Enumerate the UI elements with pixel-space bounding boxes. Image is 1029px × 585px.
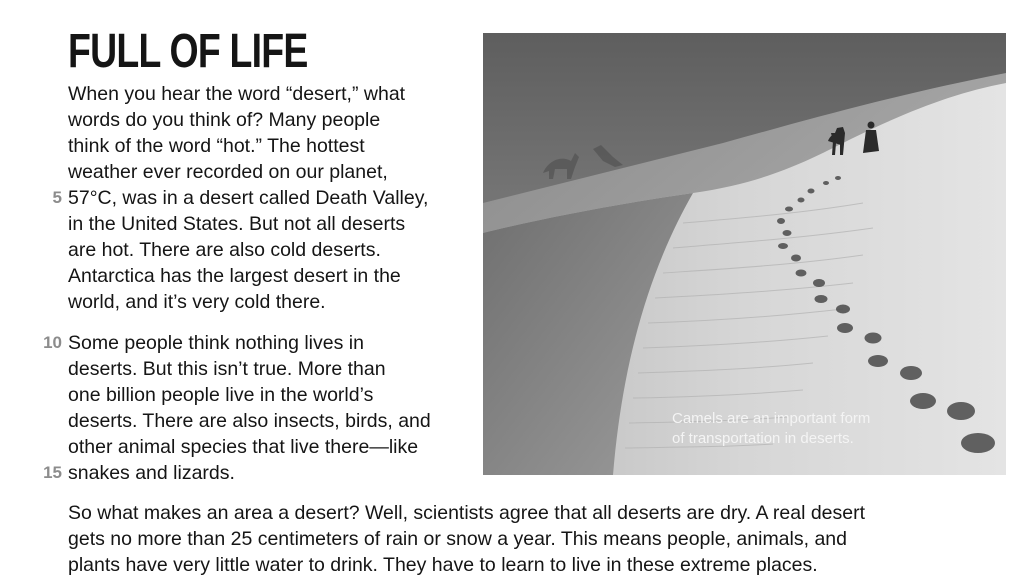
text-line: one billion people live in the world’s: [68, 384, 374, 406]
text-line: gets no more than 25 centimeters of rain or snow a year. This means people, animals, and: [68, 528, 847, 550]
page-title: FULL OF LIFE: [68, 25, 308, 78]
text-line: 57°C, was in a desert called Death Valley,: [68, 187, 429, 209]
line-number: 15: [43, 463, 62, 482]
text-line: snakes and lizards.: [68, 462, 235, 484]
text-line: deserts. But this isn’t true. More than: [68, 358, 386, 380]
text-line: plants have very little water to drink. They have to learn to live in these extreme places.: [68, 554, 818, 576]
line-number: 10: [43, 333, 62, 352]
desert-photo: [483, 33, 1006, 475]
text-line: When you hear the word “desert,” what: [68, 83, 406, 105]
caption-line: of transportation in deserts.: [672, 430, 854, 447]
photo-caption: [672, 409, 870, 449]
text-line: other animal species that live there—like: [68, 436, 419, 458]
line-number: 5: [52, 188, 62, 207]
paragraph-2: [68, 330, 431, 486]
text-line: weather ever recorded on our planet,: [68, 161, 388, 183]
text-line: world, and it’s very cold there.: [68, 291, 326, 313]
text-line: are hot. There are also cold deserts.: [68, 239, 381, 261]
text-line: think of the word “hot.” The hottest: [68, 135, 365, 157]
text-line: So what makes an area a desert? Well, scientists agree that all deserts are dry. A real desert: [68, 502, 866, 524]
paragraph-3: [68, 500, 865, 578]
text-line: deserts. There are also insects, birds, and: [68, 410, 431, 432]
caption-line: Camels are an important form: [672, 410, 871, 427]
text-line: words do you think of? Many people: [68, 109, 381, 131]
paragraph-1: [68, 81, 428, 315]
text-line: Antarctica has the largest desert in the: [68, 265, 401, 287]
text-line: in the United States. But not all deserts: [68, 213, 406, 235]
text-line: Some people think nothing lives in: [68, 332, 364, 354]
